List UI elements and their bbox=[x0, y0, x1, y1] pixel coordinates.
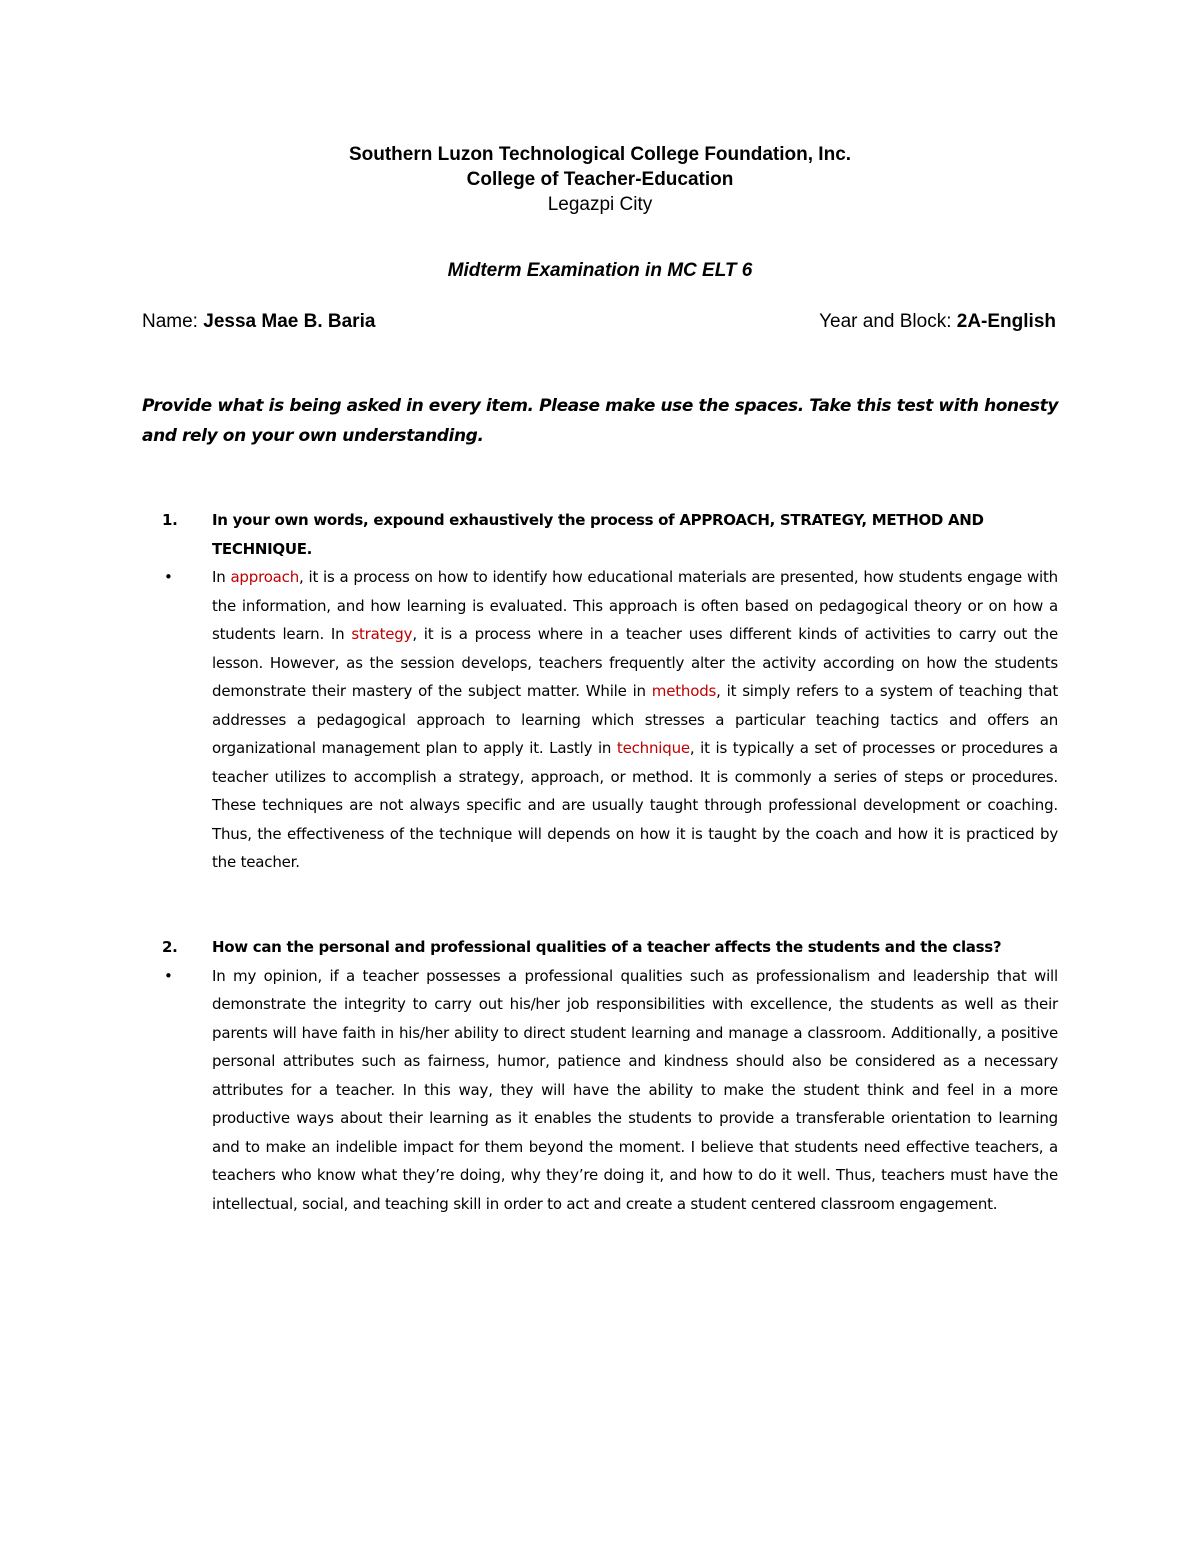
bullet-icon: • bbox=[164, 568, 173, 586]
question-2-prompt-text: How can the personal and professional qualities of a teacher affects the students and the class? bbox=[212, 938, 1002, 956]
city-name bbox=[0, 194, 1200, 216]
student-name-value: Jessa Mae B. Baria bbox=[203, 311, 376, 332]
student-name bbox=[142, 311, 375, 333]
answer-text: , it is typically a set of processes or procedures a teacher utilizes to accomplish a strategy, approach, or method. It is commonly a series of steps or procedures. These techniques are not always specific and are usually taught through professional development or coaching. Thus, the effectiveness of the technique will depends on how it is taught by the coach and how it is practiced by the teacher. bbox=[212, 739, 1058, 871]
year-block-label: Year and Block: bbox=[819, 311, 952, 332]
question-2 bbox=[142, 933, 1058, 1218]
year-block bbox=[819, 311, 1056, 333]
keyword-methods: methods bbox=[651, 682, 717, 700]
keyword-strategy: strategy bbox=[351, 625, 413, 643]
question-1 bbox=[142, 506, 1058, 877]
keyword-technique: technique bbox=[616, 739, 690, 757]
college-name bbox=[0, 169, 1200, 191]
answer-text: In bbox=[212, 568, 231, 586]
question-1-answer bbox=[142, 563, 1058, 877]
year-block-value: 2A-English bbox=[956, 311, 1056, 332]
city-name-text: Legazpi City bbox=[547, 194, 653, 215]
institution-name-text: Southern Luzon Technological College Foundation, Inc. bbox=[348, 144, 852, 165]
answer-text: , it is a process on how to identify how educational materials are presented, how students engage with the information, and how learning is evaluated. This approach is often based on pedagogical theory or on how a students learn. In bbox=[212, 568, 1058, 643]
answer-text: , it simply refers to a system of teaching that addresses a pedagogical approach to learning which stresses a particular teaching tactics and offers an organizational management plan to apply it. Lastly in bbox=[212, 682, 1059, 757]
question-1-prompt-text: In your own words, expound exhaustively the process of APPROACH, STRATEGY, METHOD AND TECHNIQUE. bbox=[212, 511, 984, 558]
bullet-icon: • bbox=[164, 966, 173, 985]
question-2-number: 2. bbox=[162, 938, 178, 956]
keyword-approach: approach bbox=[230, 568, 300, 586]
question-1-prompt bbox=[142, 506, 1058, 563]
question-2-prompt bbox=[142, 933, 1058, 962]
exam-title bbox=[0, 260, 1200, 282]
question-2-answer bbox=[142, 962, 1058, 1219]
exam-title-text: Midterm Examination in MC ELT 6 bbox=[447, 260, 753, 281]
exam-instructions: Provide what is being asked in every item. Please make use the spaces. Take this test with honesty and rely on your own understanding. bbox=[142, 396, 1059, 446]
student-name-label: Name: bbox=[142, 311, 198, 332]
answer-text: In my opinion, if a teacher possesses a professional qualities such as professionalism and leadership that will demonstrate the integrity to carry out his/her job responsibilities with excellence, the students as well as their parents will have faith in his/her ability to direct student learning and manage a classroom. Additionally, a positive personal attributes such as fairness, humor, patience and kindness should also be considered as a necessary attributes for a teacher. In this way, they will have the ability to make the student think and feel in a more productive ways about their learning as it enables the students to provide a transferable orientation to learning and to make an indelible impact for them beyond the moment. I believe that students need effective teachers, a teachers who know what they’re doing, why they’re doing it, and how to do it well. Thus, teachers must have the intellectual, social, and teaching skill in order to act and create a student centered classroom engagement. bbox=[212, 966, 1058, 1213]
question-1-number: 1. bbox=[162, 511, 178, 529]
institution-name bbox=[0, 144, 1200, 166]
answer-text: , it is a process where in a teacher uses different kinds of activities to carry out the lesson. However, as the session develops, teachers frequently alter the activity according on how the students demonstrate their mastery of the subject matter. While in bbox=[212, 625, 1059, 700]
college-name-text: College of Teacher-Education bbox=[466, 169, 734, 190]
